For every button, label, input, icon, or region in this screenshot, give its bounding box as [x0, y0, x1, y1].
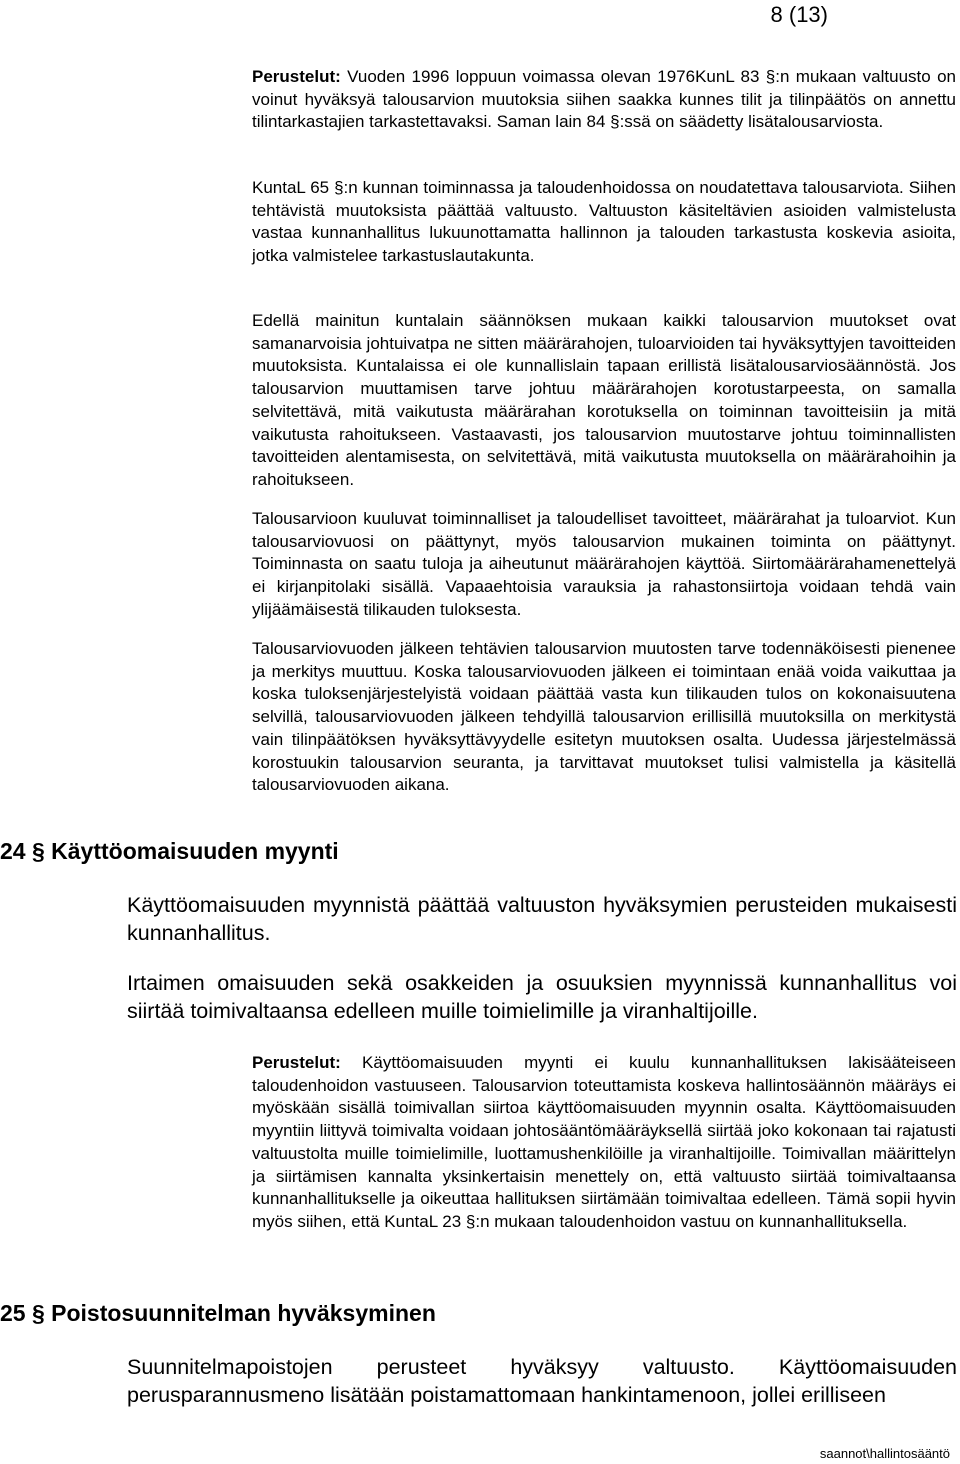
perustelut-text: Käyttöomaisuuden myynti ei kuulu kunnanhallituksen lakisääteiseen taloudenhoidon vastuuseen. Talousarvion toteuttamista koskeva hallintosäännön määräys ei myöskään sisällä toimivallan siirtoa käyttöomaisuuden myynnin osalta. Käyttöomaisuuden myyntiin liittyvä toimivalta voidaan johtosääntömääräyksellä siirtää joko kokonaan tai rajatusti valtuustolta muille toimielimille, luottamushenkilöille ja viranhaltijoille. Toimivallan määrittelyn ja siirtämisen kannalta yksinkertaisin menettely on, että valtuusto siirtää toimivaltaansa kunnanhallitukselle ja oikeuttaa hallituksen siirtämään toimivaltaa edelleen. Tämä sopii hyvin myös siihen, että KuntaL 23 §:n mukaan taloudenhoidon vastuu on kunnanhallituksella. — [252, 1053, 956, 1231]
section-23-paragraph-5: Talousarviovuoden jälkeen tehtävien talousarvion muutosten tarve todennäköisesti pienenee ja merkitys muuttuu. Koska talousarviovuoden jälkeen ei toimintaan enää voida vaikuttaa ja koska tuloksenjärjestelyistä voidaan päättää vasta kun tilikauden tulos on kokonaisuutena selvillä, talousarviovuoden jälkeen tehdyillä talousarvion erillisillä muutoksilla on merkitystä vain tilinpäätöksen hyväksyttävyydelle esitetyn muutoksen osalta. Uudessa järjestelmässä korostuukin talousarvion seuranta, ja tarvittavat muutokset tulisi valmistella ja käsitellä talousarviovuoden aikana. — [252, 639, 956, 795]
section-25-rule-1: Suunnitelmapoistojen perusteet hyväksyy valtuusto. Käyttöomaisuuden perusparannusmeno lisätään poistamattomaan hankintamenoon, jollei erilliseen — [127, 1355, 957, 1407]
section-23-paragraph-3: Edellä mainitun kuntalain säännöksen mukaan kaikki talousarvion muutokset ovat samanarvoisia johtuivatpa ne sitten määrärahojen, tuloarvioiden tai hyväksyttyjen tavoitteiden muutoksista. Kuntalaissa ei ole kunnallislain tapaan erillistä lisätalousarviosäännöstä. Jos talousarvion muuttamisen tarve johtuu määrärahojen korotustarpeesta, on samalla selvitettävä, mitä vaikutusta määrärahan korotuksella on toiminnan tavoitteisiin ja mitä vaikutusta rahoitukseen. Vastaavasti, jos talousarvion muutostarve johtuu toiminnallisten tavoitteiden alentamisesta, on selvitettävä, mitä vaikutusta muutoksella on määrärahoihin ja rahoitukseen. — [252, 311, 956, 489]
section-24-rule-1: Käyttöomaisuuden myynnistä päättää valtuuston hyväksymien perusteiden mukaisesti kunnanhallitus. — [127, 893, 957, 945]
page-number: 8 (13) — [770, 2, 828, 27]
perustelut-label: Perustelut: — [252, 1053, 341, 1072]
section-23-paragraph-4: Talousarvioon kuuluvat toiminnalliset ja taloudelliset tavoitteet, määrärahat ja tuloarviot. Kun talousarviovuosi on päättynyt, myös talousarvion mukainen toiminta on päättynyt. Toiminnasta on saatu tuloja ja aiheutunut määrärahojen käyttöä. Siirtomäärärahamenettelyä ei kirjanpitolaki sisällä. Vapaaehtoisia varauksia ja rahastonsiirtoja voidaan tehdä vain ylijäämäisestä tilikauden tuloksesta. — [252, 509, 956, 619]
section-24-heading: 24 § Käyttöomaisuuden myynti — [0, 838, 339, 864]
perustelut-text: Vuoden 1996 loppuun voimassa olevan 1976KunL 83 §:n mukaan valtuusto on voinut hyväksyä talousarvion muutoksia siihen saakka kunnes tilit ja tilinpäätös on annettu tilintarkastajien tarkastettavaksi. Saman lain 84 §:ssä on säädetty lisätalousarviosta. — [252, 67, 956, 132]
section-25-heading: 25 § Poistosuunnitelman hyväksyminen — [0, 1300, 436, 1326]
section-23-paragraph-2: KuntaL 65 §:n kunnan toiminnassa ja taloudenhoidossa on noudatettava talousarviota. Siihen tehtävistä muutoksista päättää valtuusto. Valtuuston käsiteltävien asioiden valmistelusta vastaa kunnanhallitus lukuunottamatta hallinnon ja talouden tarkastusta koskevia asioita, jotka valmistelee tarkastuslautakunta. — [252, 178, 956, 266]
section-23-perustelut — [252, 66, 956, 134]
section-24-perustelut — [252, 1052, 956, 1234]
section-24-rule-2: Irtaimen omaisuuden sekä osakkeiden ja osuuksien myynnissä kunnanhallitus voi siirtää toimivaltaansa edelleen muille toimielimille ja viranhaltijoille. — [127, 971, 957, 1023]
perustelut-label: Perustelut: — [252, 67, 341, 86]
footer-path: saannot\hallintosääntö — [819, 1446, 950, 1461]
